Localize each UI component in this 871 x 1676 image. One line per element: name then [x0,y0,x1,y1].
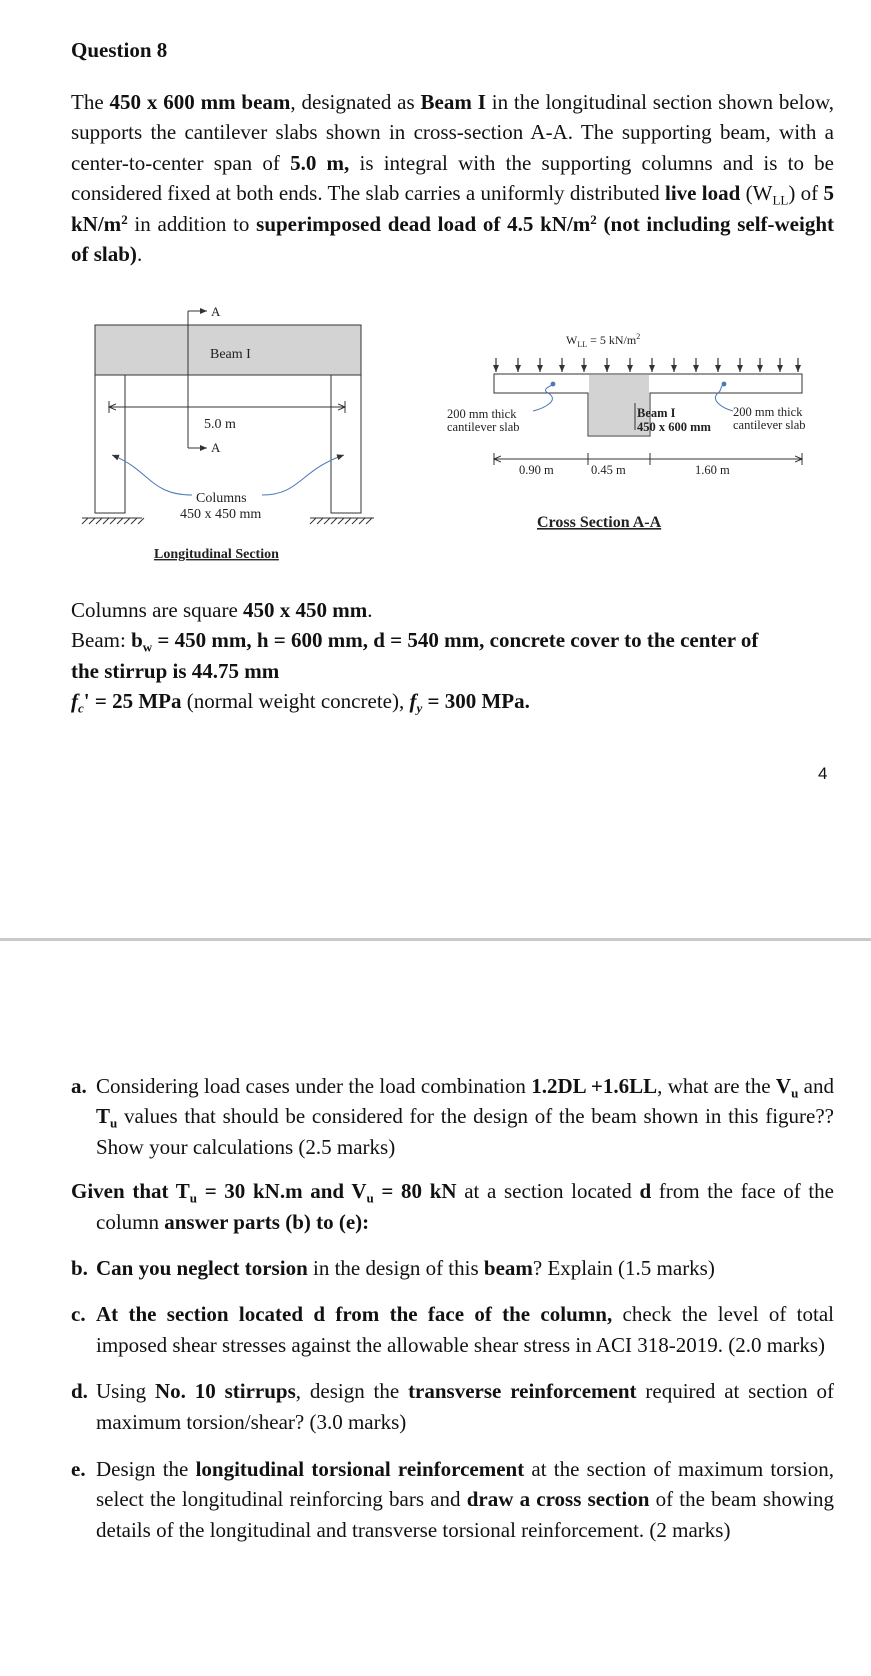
beam-cross-label-2: 450 x 600 mm [637,420,711,434]
part-c: c. At the section located d from the face of the column, check the level of total imposed shear stresses against the allowable shear stress in ACI 318-2019. (2.0 marks) [71,1302,834,1357]
left-slab-label-2: cantilever slab [447,420,520,434]
question-parts [71,1071,834,1545]
right-column [331,375,361,513]
material-specs [71,595,851,717]
beam-spec: Beam: $b_w = 450$ mm, h = 600 mm, d = 540 mm, concrete cover to the center of [71,628,759,655]
part-a: a. Considering load cases under the load combination 1.2DL +1.6LL, what are the $V_u$ and $T_u$ values that should be considered for the design of the beam shown in this figure?? Show your calculations (2.5 marks) [71,1074,834,1159]
section-mark-bottom: A [211,440,221,455]
column-leader-right [262,455,344,495]
left-slab-label-1: 200 mm thick [447,407,517,421]
section-mark-top: A [211,304,221,319]
dim-left-label: 0.90 m [519,463,554,477]
left-column [95,375,125,513]
longitudinal-section [82,304,374,562]
part-d: d. Using No. 10 stirrups, design the transverse reinforcement required at section of maximum torsion/shear? (3.0 marks) [71,1379,835,1434]
right-slab-label-1: 200 mm thick [733,405,803,419]
span-label: 5.0 m [204,417,236,432]
right-support-hatch [310,518,374,524]
strength-spec: $f_c' = 25$ MPa (normal weight concrete), $f_y = 300$ MPa. [71,689,530,716]
column-leader-left [112,455,192,495]
given-values: Given that $T_u = 30$ kN.m and $V_u = 80$ kN at a section located d from the face of the column answer parts (b) to (e): [71,1179,835,1234]
problem-statement: The 450 x 600 mm beam, designated as Beam I in the longitudinal section shown below, supports the cantilever slabs shown in cross-section A-A. The supporting beam, with a center-to-center span of 5.0 m, is integral with the supporting columns and is to be considered fixed at both ends. The slab carries a uniformly distributed live load $(W_{LL})$ of 5 $kN/m^2$ in addition to superimposed dead load of 4.5 $kN/m^2$ (not including self-weight of slab). [71,90,835,267]
columns-spec: Columns are square 450 x 450 mm. [71,598,373,622]
figure [0,0,871,585]
distributed-load-arrows [496,358,798,372]
left-slab-leader [533,385,552,411]
beam-label: Beam I [210,347,251,362]
load-label: $W_{LL} = 5$ $kN/m^2$ [566,332,641,349]
right-slab-label-2: cantilever slab [733,418,806,432]
cross-section [447,332,806,531]
document-page-2 [0,941,871,1676]
columns-size: 450 x 450 mm [180,507,262,522]
part-e: e. Design the longitudinal torsional reinforcement at the section of maximum torsion, select the longitudinal reinforcing bars and draw a cross section of the beam showing details of the longitudinal and transverse torsional reinforcement. (2 marks) [71,1457,835,1542]
cross-section-caption: Cross Section A-A [537,514,662,531]
part-b: b. Can you neglect torsion in the design of this beam? Explain (1.5 marks) [71,1256,715,1281]
beam-cross-label-1: Beam I [637,406,676,420]
left-support-hatch [82,518,144,524]
question-title: Question 8 [71,38,168,62]
dim-mid-label: 0.45 m [591,463,626,477]
dim-right-label: 1.60 m [695,463,730,477]
right-slab-leader [715,385,733,411]
longitudinal-caption: Longitudinal Section [154,547,279,562]
page-number: 4 [818,764,828,783]
beam-spec-cont: the stirrup is 44.75 mm [71,658,280,683]
columns-label: Columns [196,491,247,506]
